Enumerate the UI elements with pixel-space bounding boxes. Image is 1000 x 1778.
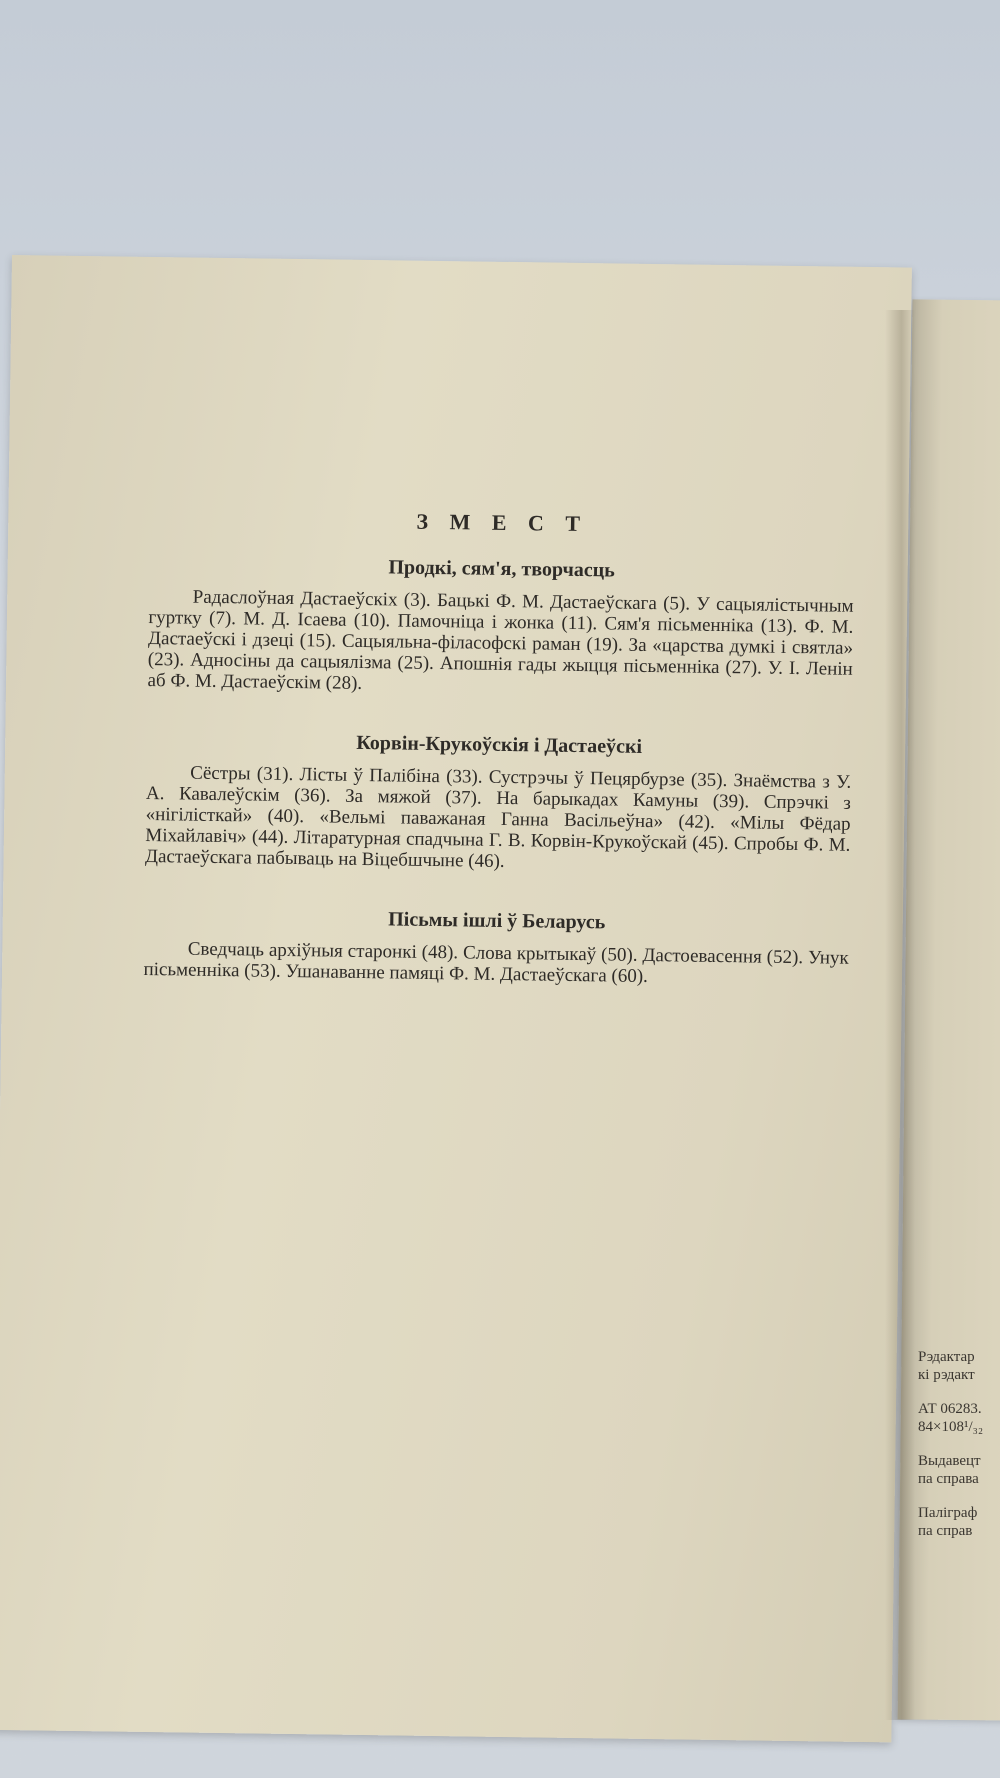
section-text: Радаслоўная Дастаеўскіх (3). Бацькі Ф. М. Дастаеўскага (5). У сацыялістычным гуртку (7). М. Д. Ісаева (10). Памочніца і жонка (11). Сям'я пісьменніка (13). Ф. М. Дастаеўскі і дзеці (15). Сацыяльна-філасофскі раман (19). За «царства думкі і святла» (23). Адносіны да сацыялізма (25). Апошнія гады жыцця пісьменніка (27). У. І. Ленін аб Ф. М. Дастаеўскім (28). bbox=[147, 586, 854, 694]
imprint-line: 84×108¹/₃₂ bbox=[918, 1419, 984, 1435]
imprint-line: па справа bbox=[918, 1471, 979, 1487]
toc-section bbox=[143, 905, 849, 990]
imprint-line: Паліграф bbox=[918, 1505, 978, 1521]
toc-section bbox=[147, 553, 854, 701]
section-heading: Продкі, сям'я, творчасць bbox=[388, 556, 615, 582]
book-gutter bbox=[885, 310, 915, 1720]
toc-title: З М Е С Т bbox=[416, 508, 589, 537]
imprint-block bbox=[918, 1400, 1000, 1436]
table-of-contents bbox=[143, 505, 855, 1028]
imprint-block bbox=[918, 1504, 1000, 1540]
section-text: Сёстры (31). Лісты ў Палібіна (33). Сустрэчы ў Пецярбурзе (35). Знаёмства з У. А. Кавалеўскім (36). За мяжой (37). На барыкадах Камуны (39). Спрэчкі з «нігілісткай» (40). «Вельмі паважаная Ганна Васільеўна» (42). «Мілы Фёдар Міхайлавіч» (44). Літаратурная спадчына Г. В. Корвін-Крукоўскай (45). Спробы Ф. М. Дастаеўскага пабываць на Віцебшчыне (46). bbox=[144, 762, 852, 872]
section-heading: Пісьмы ішлі ў Беларусь bbox=[388, 908, 606, 934]
imprint-line: кі рэдакт bbox=[918, 1367, 975, 1383]
section-heading: Корвін-Крукоўскія і Дастаеўскі bbox=[356, 731, 643, 758]
imprint-line: Рэдактар bbox=[918, 1349, 975, 1365]
toc-section bbox=[145, 729, 852, 877]
imprint-block bbox=[918, 1348, 1000, 1384]
section-text: Сведчаць архіўныя старонкі (48). Слова крытыкаў (50). Дастоевасення (52). Унук пісьменніка (53). Ушанаванне памяці Ф. М. Дастаеўскага (60). bbox=[143, 938, 849, 987]
imprint-line: па справ bbox=[918, 1523, 973, 1539]
imprint-line: АТ 06283. bbox=[918, 1401, 982, 1417]
imprint-fragment bbox=[918, 1348, 1000, 1556]
imprint-block bbox=[918, 1452, 1000, 1488]
imprint-line: Выдавецт bbox=[918, 1453, 981, 1469]
